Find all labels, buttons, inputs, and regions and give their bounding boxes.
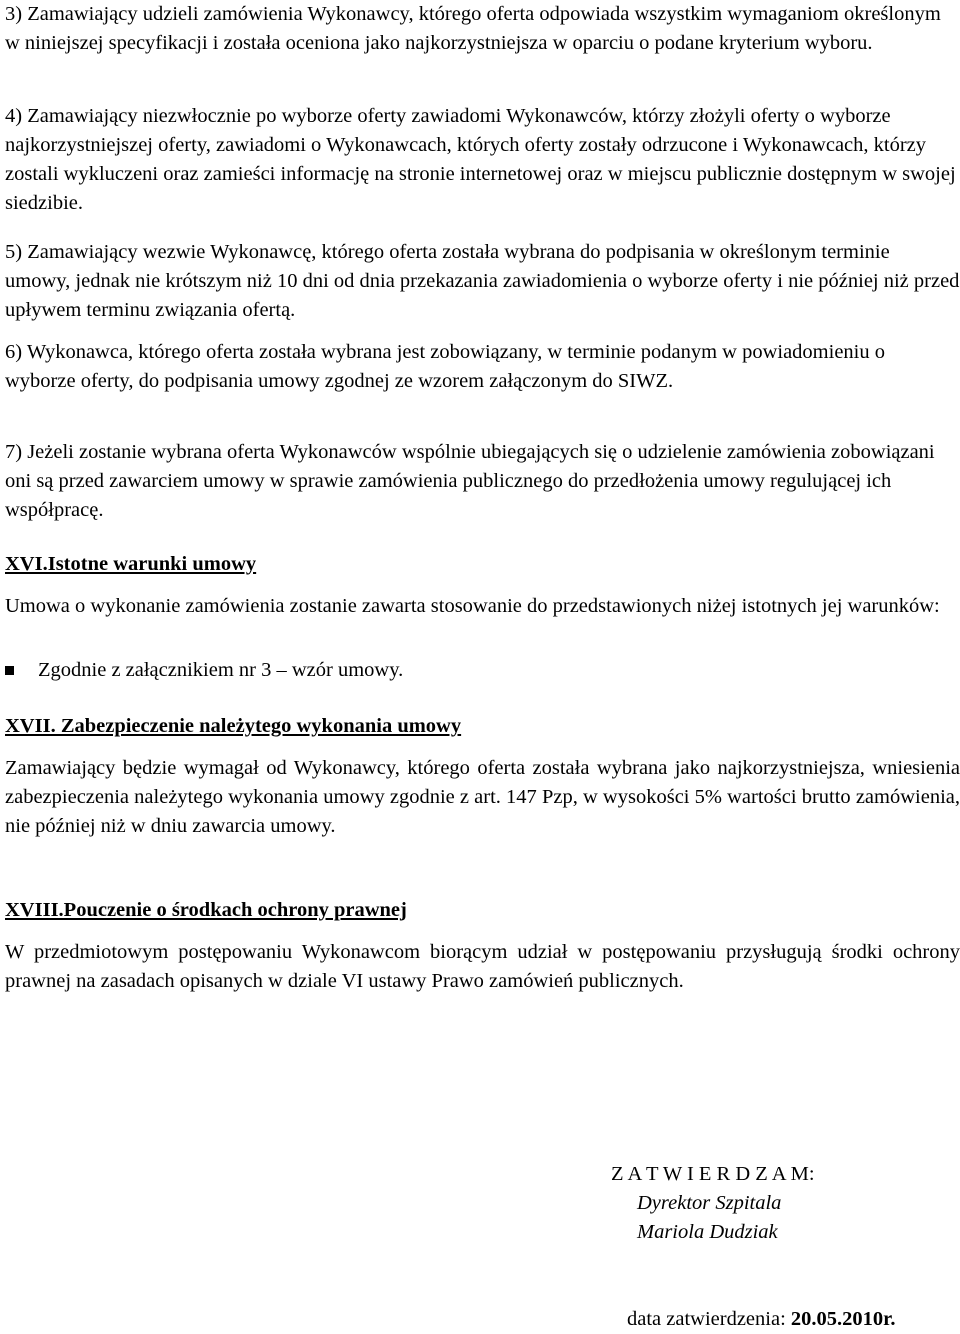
approval-date [627,1305,896,1334]
approval-date-value: 20.05.2010r. [790,1308,896,1330]
section-16-body: Umowa o wykonanie zamówienia zostanie zawarta stosowanie do przedstawionych niżej istotnych jej warunków: [5,595,940,617]
paragraph-4: 4) Zamawiający niezwłocznie po wyborze oferty zawiadomi Wykonawców, którzy złożyli oferty o wyborze najkorzystniejszej oferty, zawiadomi o Wykonawcach, których oferty zostały odrzucone i Wykonawcach, którzy zostali wykluczeni oraz zamieści informację na stronie internetowej oraz w miejscu publicznie dostępnym w swojej siedzibie. [5,105,956,214]
approval-name: Mariola Dudziak [637,1221,778,1243]
approval-role: Dyrektor Szpitala [637,1192,782,1214]
paragraph-5: 5) Zamawiający wezwie Wykonawcę, którego oferta została wybrana do podpisania w określonym terminie umowy, jednak nie krótszym niż 10 dni od dnia przekazania zawiadomienia o wyborze oferty i nie później niż przed upływem terminu związania ofertą. [5,241,960,321]
approval-label: Z A T W I E R D Z A M: [611,1163,815,1185]
square-bullet-icon [5,666,14,675]
section-17-body: Zamawiający będzie wymagał od Wykonawcy, którego oferta została wybrana jako najkorzystniejsza, wniesienia zabezpieczenia należytego wykonania umowy zgodnie z art. 147 Pzp, w wysokości 5% wartości brutto zamówienia, nie później niż w dniu zawarcia umowy. [5,757,960,837]
paragraph-3: 3) Zamawiający udzieli zamówienia Wykonawcy, którego oferta odpowiada wszystkim wymaganiom określonym w niniejszej specyfikacji i została oceniona jako najkorzystniejsza w oparciu o podane kryterium wyboru. [5,3,941,54]
section-18-body: W przedmiotowym postępowaniu Wykonawcom biorącym udział w postępowaniu przysługują środki ochrony prawnej na zasadach opisanych w dziale VI ustawy Prawo zamówień publicznych. [5,941,960,992]
section-16-bullet-text: Zgodnie z załącznikiem nr 3 – wzór umowy. [38,659,404,681]
approval-date-label: data zatwierdzenia: [627,1308,786,1330]
paragraph-6: 6) Wykonawca, którego oferta została wybrana jest zobowiązany, w terminie podanym w powiadomieniu o wyborze oferty, do podpisania umowy zgodnej ze wzorem załączonym do SIWZ. [5,341,885,392]
section-16-bullet [5,656,403,685]
section-17-heading: XVII. Zabezpieczenie należytego wykonania umowy [5,715,462,737]
section-16-heading: XVI.Istotne warunki umowy [5,553,257,575]
section-18-heading: XVIII.Pouczenie o środkach ochrony prawnej [5,899,407,921]
paragraph-7: 7) Jeżeli zostanie wybrana oferta Wykonawców wspólnie ubiegających się o udzielenie zamówienia zobowiązani oni są przed zawarciem umowy w sprawie zamówienia publicznego do przedłożenia umowy regulującej ich współpracę. [5,441,935,521]
